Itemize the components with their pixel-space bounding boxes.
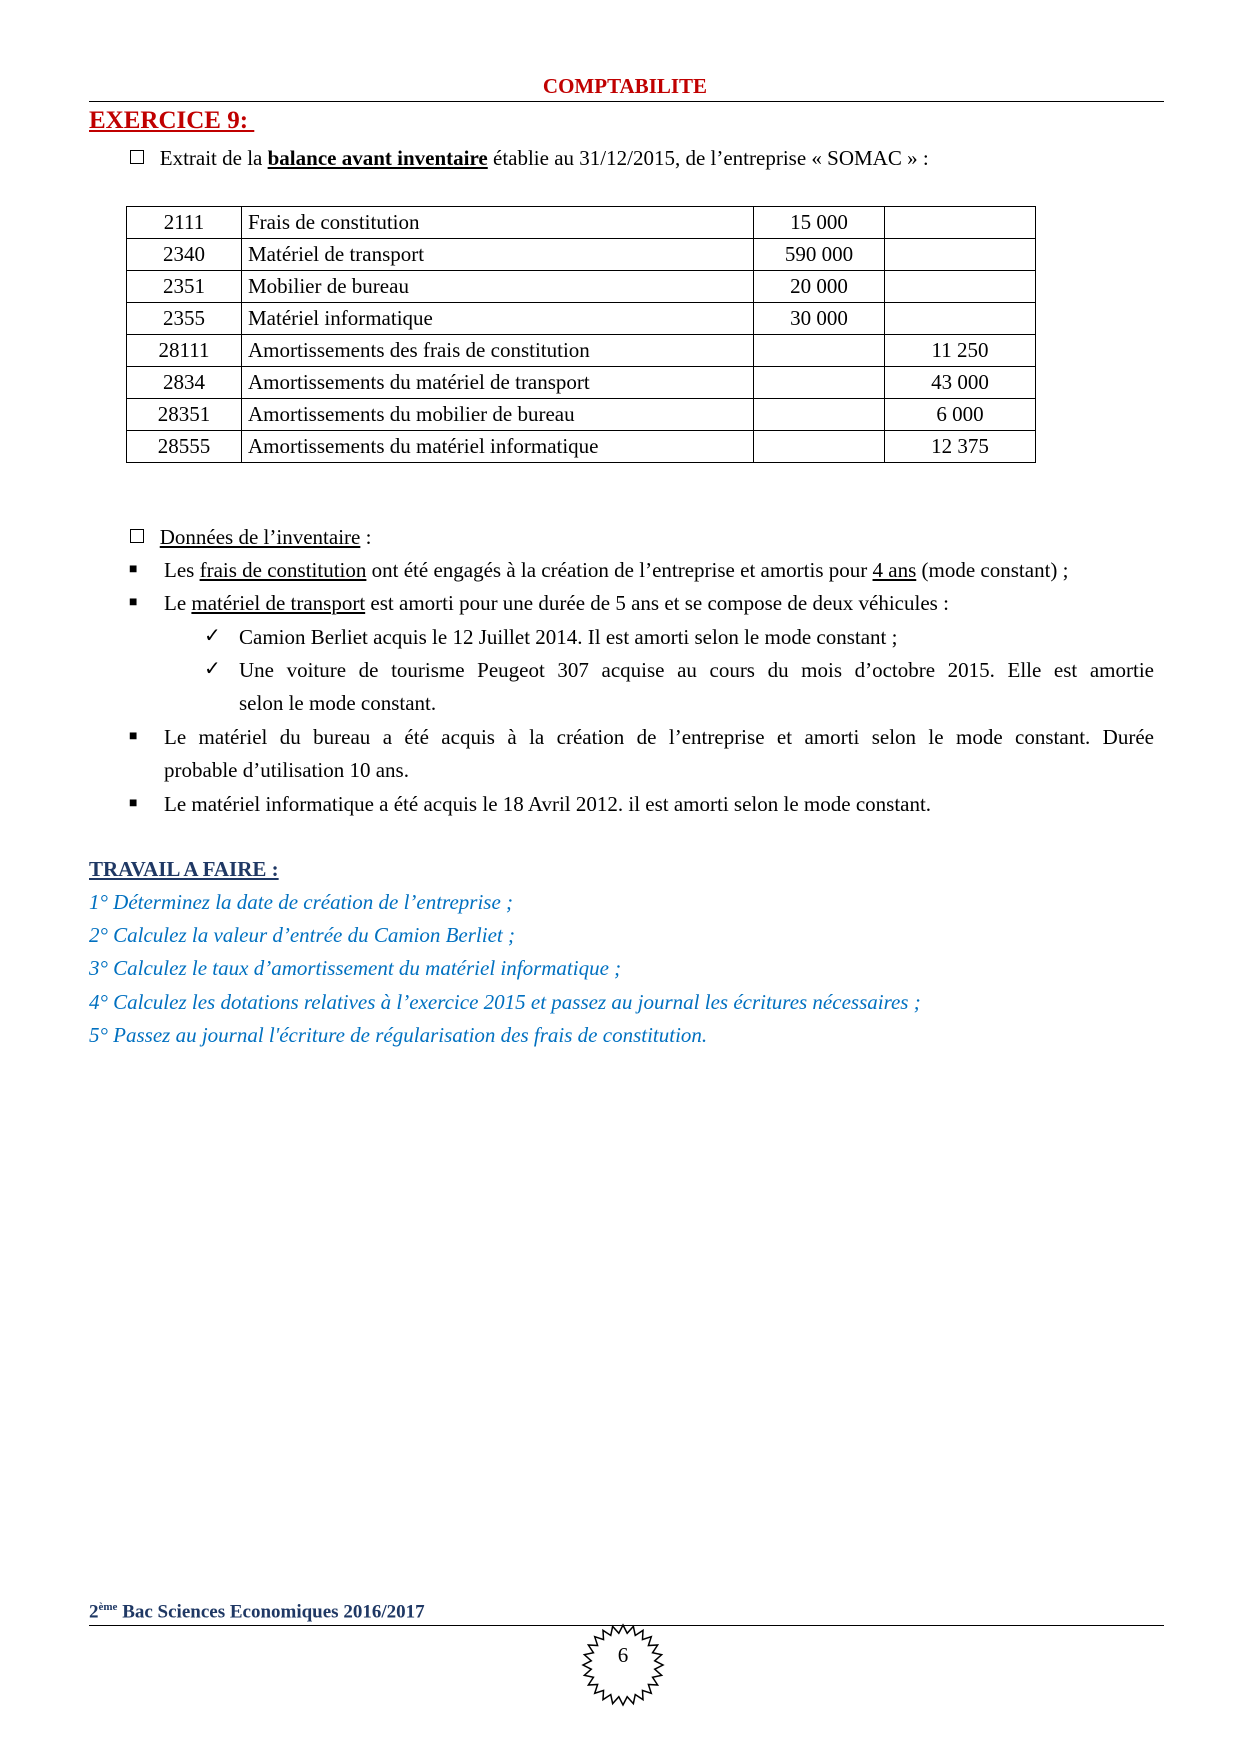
work-title: TRAVAIL A FAIRE :: [89, 857, 279, 881]
account-number: 2111: [127, 207, 242, 239]
table-row: [127, 399, 1036, 431]
work-task: 3° Calculez le taux d’amortissement du matériel informatique ;: [89, 956, 622, 980]
account-number: 28111: [127, 335, 242, 367]
checkmark-icon: ✓: [204, 623, 221, 647]
square-bullet-icon: ■: [129, 729, 138, 744]
account-label: Matériel informatique: [242, 303, 754, 335]
credit-value: [885, 271, 1036, 303]
work-task: 5° Passez au journal l'écriture de régularisation des frais de constitution.: [89, 1023, 708, 1047]
inventory-item-transport: [164, 590, 949, 616]
account-label: Matériel de transport: [242, 239, 754, 271]
item-text-underlined: frais de constitution: [199, 558, 367, 582]
item-text: ont été engagés à la création de l’entreprise et amortis pour: [366, 558, 873, 582]
work-task: 4° Calculez les dotations relatives à l’exercice 2015 et passez au journal les écritures nécessaires ;: [89, 990, 921, 1014]
square-bullet-icon: ■: [129, 595, 138, 610]
account-number: 2834: [127, 367, 242, 399]
square-bullet-icon: ■: [129, 562, 138, 577]
credit-value: 6 000: [885, 399, 1036, 431]
credit-value: [885, 239, 1036, 271]
account-number: 2351: [127, 271, 242, 303]
work-task: 1° Déterminez la date de création de l’entreprise ;: [89, 890, 514, 914]
credit-value: 12 375: [885, 431, 1036, 463]
table-row: [127, 335, 1036, 367]
credit-value: 11 250: [885, 335, 1036, 367]
document-header-title: COMPTABILITE: [542, 74, 708, 98]
debit-value: [754, 399, 885, 431]
account-label: Mobilier de bureau: [242, 271, 754, 303]
item-text: (mode constant) ;: [916, 558, 1069, 582]
intro-text-after: établie au 31/12/2015, de l’entreprise « SOMAC » :: [487, 146, 929, 170]
table-row: [127, 271, 1036, 303]
square-bullet-icon: ■: [129, 796, 138, 811]
debit-value: 30 000: [754, 303, 885, 335]
page-number: 6: [617, 1643, 629, 1667]
account-label: Amortissements des frais de constitution: [242, 335, 754, 367]
item-text-underlined: 4 ans: [872, 558, 917, 582]
inventory-item-constitution: [164, 557, 1068, 583]
item-text: Les: [164, 558, 200, 582]
header-divider: [89, 101, 1164, 102]
intro-text-before: Extrait de la: [159, 146, 268, 170]
account-number: 2340: [127, 239, 242, 271]
checkmark-icon: ✓: [204, 656, 221, 680]
credit-value: 43 000: [885, 367, 1036, 399]
intro-text-bold: balance avant inventaire: [267, 146, 488, 170]
item-text: Le: [164, 591, 192, 615]
item-text-underlined: matériel de transport: [191, 591, 366, 615]
account-number: 28555: [127, 431, 242, 463]
account-label: Frais de constitution: [242, 207, 754, 239]
table-row: [127, 239, 1036, 271]
debit-value: [754, 431, 885, 463]
inventory-heading-text: Données de l’inventaire: [159, 525, 361, 549]
transport-item-camion: Camion Berliet acquis le 12 Juillet 2014. Il est amorti selon le mode constant ;: [239, 625, 898, 649]
checkbox-square-icon: [130, 529, 144, 543]
transport-item-voiture-line2: selon le mode constant.: [239, 691, 437, 715]
credit-value: [885, 207, 1036, 239]
account-number: 28351: [127, 399, 242, 431]
footer-level-sup: ème: [98, 1601, 118, 1613]
debit-value: 20 000: [754, 271, 885, 303]
account-label: Amortissements du matériel informatique: [242, 431, 754, 463]
inventory-item-informatique: Le matériel informatique a été acquis le 18 Avril 2012. il est amorti selon le mode constant.: [164, 792, 932, 816]
debit-value: 590 000: [754, 239, 885, 271]
account-label: Amortissements du matériel de transport: [242, 367, 754, 399]
table-row: [127, 431, 1036, 463]
account-label: Amortissements du mobilier de bureau: [242, 399, 754, 431]
debit-value: [754, 335, 885, 367]
intro-line: [130, 145, 929, 171]
footer-level-text: Bac Sciences Economiques 2016/2017: [117, 1601, 425, 1623]
inventory-heading-suffix: :: [360, 525, 372, 549]
credit-value: [885, 303, 1036, 335]
balance-table: [126, 206, 1036, 463]
account-number: 2355: [127, 303, 242, 335]
exercise-title: EXERCICE 9:: [89, 107, 255, 134]
footer-level-number: 2: [89, 1601, 99, 1623]
footer-level: [89, 1601, 425, 1623]
work-task: 2° Calculez la valeur d’entrée du Camion Berliet ;: [89, 923, 515, 947]
inventory-item-bureau-line2: probable d’utilisation 10 ans.: [164, 758, 409, 782]
inventory-item-bureau-line1: Le matériel du bureau a été acquis à la création de l’entreprise et amorti selon le mode constant. Durée: [164, 725, 1154, 749]
table-row: [127, 303, 1036, 335]
debit-value: [754, 367, 885, 399]
checkbox-square-icon: [130, 150, 144, 164]
debit-value: 15 000: [754, 207, 885, 239]
table-row: [127, 207, 1036, 239]
table-row: [127, 367, 1036, 399]
transport-item-voiture-line1: Une voiture de tourisme Peugeot 307 acquise au cours du mois d’octobre 2015. Elle est amortie: [239, 658, 1154, 682]
inventory-heading: [130, 524, 371, 550]
item-text: est amorti pour une durée de 5 ans et se compose de deux véhicules :: [365, 591, 949, 615]
